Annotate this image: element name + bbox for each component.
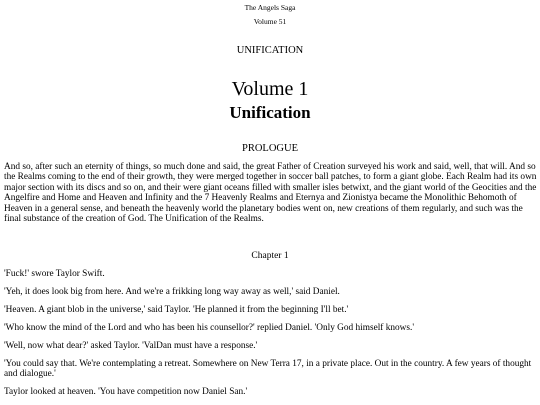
dialogue-line: 'Well, now what dear?' asked Taylor. 'ValDan must have a response.' [4,341,258,351]
dialogue-line: Taylor looked at heaven. 'You have competition now Daniel San.' [4,387,248,398]
volume-number-label: Volume 51 [253,17,287,26]
book-title: Unification [229,103,311,122]
series-title: The Angels Saga [244,3,296,12]
prologue-heading: PROLOGUE [241,143,298,154]
chapter-body [4,269,540,405]
dialogue-line: 'You could say that. We're contemplating a retreat. Somewhere on New Terra 17, in a private place. Out in the country. A few years of thought and dialogue.' [4,359,532,380]
section-title-caps: UNIFICATION [236,45,304,56]
dialogue-line: 'Yeh, it does look big from here. And we're a frikking long way away as well,' said Daniel. [4,287,340,297]
dialogue-line: 'Heaven. A giant blob in the universe,' said Taylor. 'He planned it from the beginning I'll bet.' [4,305,349,315]
prologue-paragraph: And so, after such an eternity of things, so much done and said, the great Father of Creation surveyed his work and said, well, that will. And so the Realms coming to the end of their growth, they were merged together in soccer ball patches, to form a giant globe. Each Realm had its own major section with its discs and so on, and their were giant oceans filled with smaller isles betwixt, and the giant world of the Geocities and the Angelfire and Home and Heaven and Infinity and the 7 Heavenly Realms and Eternya and Zionistya became the Monolithic Behomoth of Heaven in a general sense, and beneath the heavenly world the planetary bodies went on, new creations of them regularly, and such was the final substance of the creation of God. The Unification of the Realms. [4,162,537,225]
dialogue-line: 'Who know the mind of the Lord and who has been his counsellor?' replied Daniel. 'Only God himself knows.' [4,323,414,333]
chapter-heading: Chapter 1 [251,251,289,261]
dialogue-line: 'Fuck!' swore Taylor Swift. [4,269,105,279]
volume-heading: Volume 1 [231,78,309,100]
